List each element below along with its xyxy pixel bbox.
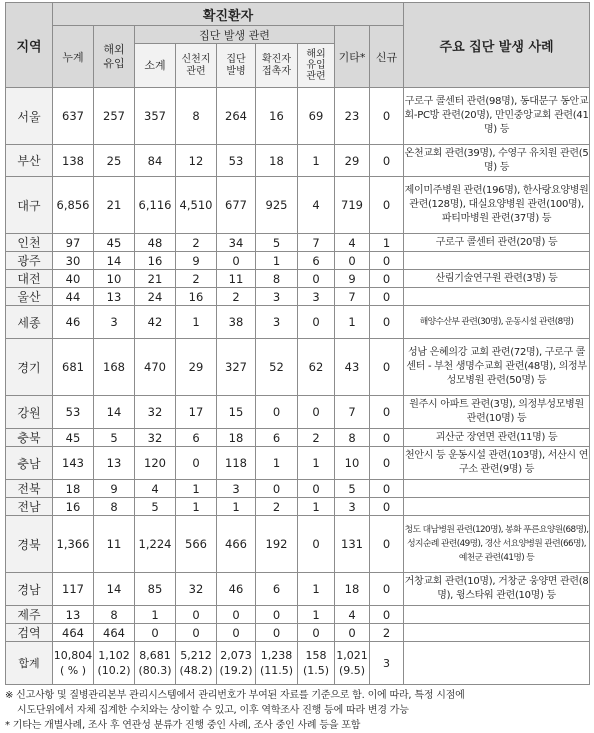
header-cumulative: 누계 — [53, 26, 94, 88]
value-cell: 0 — [298, 516, 335, 573]
cases-cell: 거창교회 관련(10명), 거창군 웅양면 관련(8명), 윙스타워 관련(10명) 등 — [404, 573, 590, 606]
value-cell: 143 — [53, 447, 94, 480]
value-cell: 0 — [370, 177, 404, 234]
value-cell: 13 — [53, 606, 94, 624]
value-cell: 45 — [53, 429, 94, 447]
value-cell: 3 — [256, 306, 298, 339]
total-label: 합계 — [6, 642, 53, 685]
value-cell: 264 — [217, 88, 256, 145]
value-cell: 43 — [335, 339, 370, 396]
value-cell: 4 — [335, 234, 370, 252]
value-cell: 0 — [370, 88, 404, 145]
value-cell: 2 — [298, 429, 335, 447]
header-cluster: 집단 발생 관련 — [135, 26, 335, 44]
header-confirmed: 확진환자 — [53, 3, 404, 26]
region-cell: 검역 — [6, 624, 53, 642]
value-cell: 25 — [94, 145, 135, 177]
region-cell: 광주 — [6, 252, 53, 270]
value-cell: 16 — [135, 252, 176, 270]
value-cell: 1 — [298, 573, 335, 606]
header-overseas: 해외 유입 — [94, 26, 135, 88]
value-cell: 18 — [217, 429, 256, 447]
cases-cell: 천안시 등 운동시설 관련(103명), 서산시 연구소 관련(9명) 등 — [404, 447, 590, 480]
value-cell: 24 — [135, 288, 176, 306]
value-cell: 0 — [176, 606, 217, 624]
value-cell: 52 — [256, 339, 298, 396]
region-cell: 울산 — [6, 288, 53, 306]
footnote: ※ 신고사항 및 질병관리본부 관리시스템에서 관리번호가 부여된 자료를 기준으로 함. 이에 따라, 특정 시점에 — [5, 690, 465, 701]
footnote: 시도단위에서 자체 집계한 수치와는 상이할 수 있고, 이후 역학조사 진행 등에 따라 변경 가능 — [17, 705, 409, 716]
total-row — [6, 642, 590, 685]
table-row — [6, 396, 590, 429]
cases-cell: 해양수산부 관련(30명), 운동시설 관련(8명) — [404, 306, 590, 339]
table-row — [6, 270, 590, 288]
value-cell: 1 — [370, 234, 404, 252]
value-cell: 45 — [94, 234, 135, 252]
table-row — [6, 573, 590, 606]
value-cell: 29 — [335, 145, 370, 177]
value-cell: 0 — [298, 396, 335, 429]
value-cell: 53 — [53, 396, 94, 429]
header-other: 기타* — [335, 26, 370, 88]
value-cell: 131 — [335, 516, 370, 573]
value-cell: 925 — [256, 177, 298, 234]
value-cell: 4,510 — [176, 177, 217, 234]
value-cell: 32 — [135, 429, 176, 447]
total-cell: 8,681 (80.3) — [135, 642, 176, 685]
table-row — [6, 288, 590, 306]
value-cell: 1,224 — [135, 516, 176, 573]
cases-cell: 성남 은혜의강 교회 관련(72명), 구로구 콜센터 - 부천 생명수교회 관련(48명), 의정부성모병원 관련(50명) 등 — [404, 339, 590, 396]
value-cell: 46 — [53, 306, 94, 339]
value-cell: 6 — [298, 252, 335, 270]
value-cell: 40 — [53, 270, 94, 288]
table-row — [6, 624, 590, 642]
value-cell: 0 — [256, 396, 298, 429]
value-cell: 0 — [370, 145, 404, 177]
cases-cell — [404, 624, 590, 642]
value-cell: 3 — [217, 480, 256, 498]
table-row — [6, 339, 590, 396]
value-cell: 138 — [53, 145, 94, 177]
value-cell: 0 — [370, 270, 404, 288]
table-row — [6, 480, 590, 498]
footnote: * 기타는 개별사례, 조사 후 연관성 분류가 진행 중인 사례, 조사 중인 사례 등을 포함 — [5, 720, 361, 731]
table-body — [6, 88, 590, 642]
region-cell: 부산 — [6, 145, 53, 177]
value-cell: 470 — [135, 339, 176, 396]
value-cell: 677 — [217, 177, 256, 234]
value-cell: 0 — [370, 606, 404, 624]
value-cell: 0 — [370, 447, 404, 480]
value-cell: 10 — [335, 447, 370, 480]
value-cell: 16 — [256, 88, 298, 145]
value-cell: 6,856 — [53, 177, 94, 234]
value-cell: 5 — [335, 480, 370, 498]
region-cell: 인천 — [6, 234, 53, 252]
value-cell: 3 — [94, 306, 135, 339]
footnotes — [5, 688, 589, 733]
value-cell: 1 — [217, 498, 256, 516]
value-cell: 0 — [217, 252, 256, 270]
value-cell: 85 — [135, 573, 176, 606]
cases-cell: 온천교회 관련(39명), 수영구 유치원 관련(5명) 등 — [404, 145, 590, 177]
value-cell: 6 — [256, 573, 298, 606]
total-cell: 1,238 (11.5) — [256, 642, 298, 685]
value-cell: 566 — [176, 516, 217, 573]
value-cell: 9 — [94, 480, 135, 498]
value-cell: 3 — [298, 288, 335, 306]
value-cell: 46 — [217, 573, 256, 606]
value-cell: 18 — [53, 480, 94, 498]
value-cell: 6 — [176, 429, 217, 447]
header-shincheonji: 신천지 관련 — [176, 44, 217, 88]
value-cell: 118 — [217, 447, 256, 480]
table-row — [6, 306, 590, 339]
value-cell: 8 — [94, 606, 135, 624]
total-cell: 1,102 (10.2) — [94, 642, 135, 685]
cases-cell: 청도 대남병원 관련(120명), 봉화 푸른요양원(68명), 성지순례 관련(49명), 경산 서요양병원 관련(66명), 예천군 관련(41명) 등 — [404, 516, 590, 573]
value-cell: 16 — [176, 288, 217, 306]
cases-cell: 제이미주병원 관련(196명), 한사랑요양병원 관련(128명), 대실요양병원 관련(100명), 파티마병원 관련(37명) 등 — [404, 177, 590, 234]
value-cell: 2 — [176, 270, 217, 288]
value-cell: 42 — [135, 306, 176, 339]
value-cell: 1 — [176, 480, 217, 498]
header-region: 지역 — [6, 3, 53, 88]
value-cell: 44 — [53, 288, 94, 306]
value-cell: 8 — [176, 88, 217, 145]
header-cases: 주요 집단 발생 사례 — [404, 3, 590, 88]
page — [5, 2, 589, 733]
table-row — [6, 88, 590, 145]
header-cluster-outbreak: 집단 발병 — [217, 44, 256, 88]
region-cell: 충남 — [6, 447, 53, 480]
total-cases-cell — [404, 642, 590, 685]
value-cell: 1 — [298, 606, 335, 624]
value-cell: 5 — [135, 498, 176, 516]
value-cell: 1 — [135, 606, 176, 624]
value-cell: 18 — [256, 145, 298, 177]
value-cell: 0 — [370, 252, 404, 270]
value-cell: 21 — [94, 177, 135, 234]
value-cell: 17 — [176, 396, 217, 429]
value-cell: 0 — [370, 288, 404, 306]
value-cell: 11 — [94, 516, 135, 573]
value-cell: 719 — [335, 177, 370, 234]
cases-cell — [404, 252, 590, 270]
value-cell: 38 — [217, 306, 256, 339]
value-cell: 0 — [370, 396, 404, 429]
value-cell: 0 — [256, 606, 298, 624]
value-cell: 84 — [135, 145, 176, 177]
value-cell: 69 — [298, 88, 335, 145]
value-cell: 0 — [217, 624, 256, 642]
value-cell: 6,116 — [135, 177, 176, 234]
value-cell: 7 — [335, 288, 370, 306]
table-row — [6, 429, 590, 447]
table-row — [6, 447, 590, 480]
value-cell: 11 — [217, 270, 256, 288]
region-cell: 경남 — [6, 573, 53, 606]
value-cell: 0 — [370, 429, 404, 447]
value-cell: 14 — [94, 573, 135, 606]
cases-cell: 괴산군 장연면 관련(11명) 등 — [404, 429, 590, 447]
value-cell: 8 — [94, 498, 135, 516]
value-cell: 1 — [256, 447, 298, 480]
value-cell: 15 — [217, 396, 256, 429]
value-cell: 0 — [298, 270, 335, 288]
cases-cell: 원주시 아파트 관련(3명), 의정부성모병원 관련(10명) 등 — [404, 396, 590, 429]
table-row — [6, 177, 590, 234]
value-cell: 29 — [176, 339, 217, 396]
value-cell: 62 — [298, 339, 335, 396]
value-cell: 0 — [370, 498, 404, 516]
value-cell: 2 — [370, 624, 404, 642]
region-cell: 서울 — [6, 88, 53, 145]
value-cell: 53 — [217, 145, 256, 177]
value-cell: 117 — [53, 573, 94, 606]
value-cell: 357 — [135, 88, 176, 145]
value-cell: 0 — [256, 624, 298, 642]
value-cell: 1 — [176, 306, 217, 339]
value-cell: 8 — [256, 270, 298, 288]
value-cell: 464 — [94, 624, 135, 642]
value-cell: 3 — [256, 288, 298, 306]
value-cell: 464 — [53, 624, 94, 642]
region-cell: 경북 — [6, 516, 53, 573]
confirmed-cases-table — [5, 2, 590, 685]
value-cell: 12 — [176, 145, 217, 177]
cases-cell — [404, 288, 590, 306]
cases-cell: 산림기술연구원 관련(3명) 등 — [404, 270, 590, 288]
table-row — [6, 252, 590, 270]
value-cell: 3 — [335, 498, 370, 516]
value-cell: 13 — [94, 288, 135, 306]
value-cell: 10 — [94, 270, 135, 288]
value-cell: 1 — [298, 498, 335, 516]
value-cell: 327 — [217, 339, 256, 396]
value-cell: 1 — [298, 145, 335, 177]
value-cell: 21 — [135, 270, 176, 288]
value-cell: 14 — [94, 252, 135, 270]
value-cell: 192 — [256, 516, 298, 573]
value-cell: 6 — [256, 429, 298, 447]
total-cell: 5,212 (48.2) — [176, 642, 217, 685]
region-cell: 경기 — [6, 339, 53, 396]
value-cell: 7 — [298, 234, 335, 252]
region-cell: 강원 — [6, 396, 53, 429]
value-cell: 7 — [335, 396, 370, 429]
value-cell: 9 — [335, 270, 370, 288]
value-cell: 0 — [370, 306, 404, 339]
header-contact: 확진자 접촉자 — [256, 44, 298, 88]
cases-cell — [404, 606, 590, 624]
value-cell: 0 — [370, 480, 404, 498]
value-cell: 0 — [370, 516, 404, 573]
value-cell: 466 — [217, 516, 256, 573]
value-cell: 0 — [298, 624, 335, 642]
header-subtotal: 소계 — [135, 44, 176, 88]
value-cell: 34 — [217, 234, 256, 252]
value-cell: 1 — [298, 447, 335, 480]
value-cell: 32 — [176, 573, 217, 606]
region-cell: 세종 — [6, 306, 53, 339]
value-cell: 9 — [176, 252, 217, 270]
value-cell: 0 — [135, 624, 176, 642]
value-cell: 32 — [135, 396, 176, 429]
header-new: 신규 — [370, 26, 404, 88]
value-cell: 0 — [217, 606, 256, 624]
region-cell: 대전 — [6, 270, 53, 288]
value-cell: 0 — [370, 573, 404, 606]
value-cell: 30 — [53, 252, 94, 270]
value-cell: 1 — [256, 252, 298, 270]
value-cell: 1 — [176, 498, 217, 516]
value-cell: 0 — [256, 480, 298, 498]
cases-cell: 구로구 콜센터 관련(20명) 등 — [404, 234, 590, 252]
value-cell: 4 — [135, 480, 176, 498]
value-cell: 681 — [53, 339, 94, 396]
value-cell: 120 — [135, 447, 176, 480]
value-cell: 48 — [135, 234, 176, 252]
region-cell: 제주 — [6, 606, 53, 624]
value-cell: 8 — [335, 429, 370, 447]
table-row — [6, 606, 590, 624]
value-cell: 0 — [335, 624, 370, 642]
value-cell: 0 — [298, 480, 335, 498]
region-cell: 전북 — [6, 480, 53, 498]
value-cell: 637 — [53, 88, 94, 145]
region-cell: 충북 — [6, 429, 53, 447]
value-cell: 0 — [370, 339, 404, 396]
value-cell: 18 — [335, 573, 370, 606]
value-cell: 0 — [176, 447, 217, 480]
value-cell: 0 — [335, 252, 370, 270]
value-cell: 4 — [335, 606, 370, 624]
value-cell: 0 — [298, 306, 335, 339]
total-cell: 1,021 (9.5) — [335, 642, 370, 685]
value-cell: 1,366 — [53, 516, 94, 573]
value-cell: 4 — [298, 177, 335, 234]
region-cell: 전남 — [6, 498, 53, 516]
value-cell: 257 — [94, 88, 135, 145]
total-cell: 158 (1.5) — [298, 642, 335, 685]
value-cell: 14 — [94, 396, 135, 429]
header-overseas-related: 해외 유입 관련 — [298, 44, 335, 88]
value-cell: 0 — [176, 624, 217, 642]
value-cell: 97 — [53, 234, 94, 252]
total-cell: 2,073 (19.2) — [217, 642, 256, 685]
value-cell: 2 — [256, 498, 298, 516]
table-row — [6, 516, 590, 573]
value-cell: 23 — [335, 88, 370, 145]
table-row — [6, 498, 590, 516]
cases-cell — [404, 480, 590, 498]
value-cell: 5 — [94, 429, 135, 447]
cases-cell — [404, 498, 590, 516]
region-cell: 대구 — [6, 177, 53, 234]
total-cell: 10,804 ( % ) — [53, 642, 94, 685]
value-cell: 5 — [256, 234, 298, 252]
value-cell: 1 — [335, 306, 370, 339]
value-cell: 16 — [53, 498, 94, 516]
value-cell: 168 — [94, 339, 135, 396]
value-cell: 2 — [176, 234, 217, 252]
table-row — [6, 145, 590, 177]
cases-cell: 구로구 콜센터 관련(98명), 동대문구 동안교회-PC방 관련(20명), 만민중앙교회 관련(41명) 등 — [404, 88, 590, 145]
value-cell: 13 — [94, 447, 135, 480]
value-cell: 2 — [217, 288, 256, 306]
table-row — [6, 234, 590, 252]
total-cell: 3 — [370, 642, 404, 685]
